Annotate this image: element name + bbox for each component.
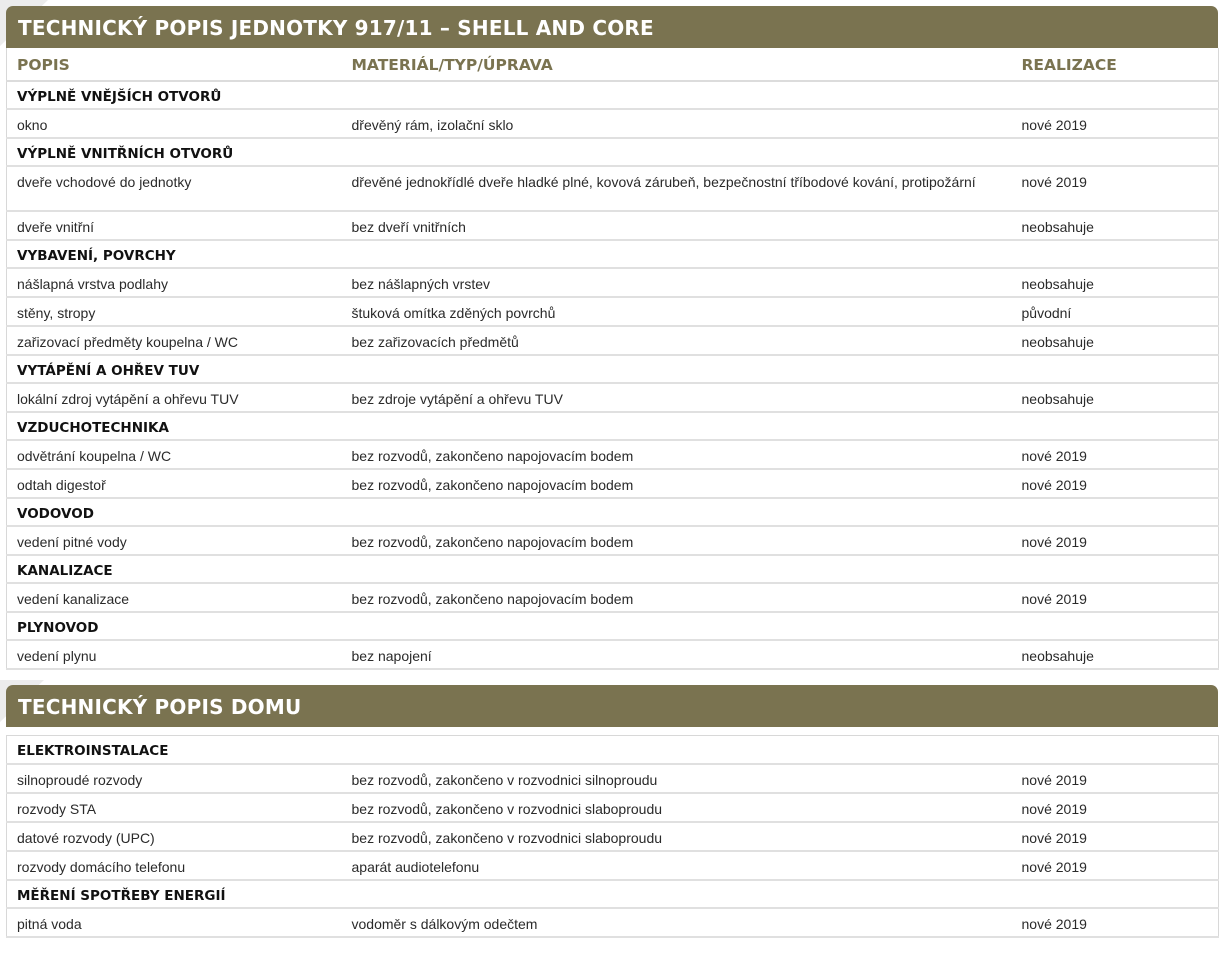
cell-realizace: neobsahuje	[1012, 211, 1219, 240]
cell-realizace: neobsahuje	[1012, 326, 1219, 355]
cell-popis: vedení kanalizace	[7, 583, 342, 612]
cell-material: vodoměr s dálkovým odečtem	[342, 908, 1012, 937]
table-row	[7, 440, 1219, 469]
category-row	[7, 355, 1219, 383]
category-row	[7, 555, 1219, 583]
unit-spec-table	[6, 48, 1219, 670]
table-row	[7, 526, 1219, 555]
category-label: KANALIZACE	[7, 555, 1219, 583]
category-label: PLYNOVOD	[7, 612, 1219, 640]
cell-realizace: nové 2019	[1012, 793, 1219, 822]
cell-material: bez napojení	[342, 640, 1012, 669]
table-row	[7, 908, 1219, 937]
cell-material: aparát audiotelefonu	[342, 851, 1012, 880]
cell-popis: lokální zdroj vytápění a ohřevu TUV	[7, 383, 342, 412]
unit-table-body	[7, 81, 1219, 669]
table-row	[7, 297, 1219, 326]
house-spec-table	[6, 735, 1219, 938]
column-header-material: MATERIÁL/TYP/ÚPRAVA	[342, 48, 1012, 81]
cell-popis: pitná voda	[7, 908, 342, 937]
cell-popis: datové rozvody (UPC)	[7, 822, 342, 851]
category-row	[7, 736, 1219, 764]
cell-material: bez rozvodů, zakončeno v rozvodnici slaboproudu	[342, 822, 1012, 851]
cell-material: bez rozvodů, zakončeno v rozvodnici silnoproudu	[342, 764, 1012, 793]
house-table-body	[7, 736, 1219, 937]
cell-popis: odvětrání koupelna / WC	[7, 440, 342, 469]
cell-material: bez zdroje vytápění a ohřevu TUV	[342, 383, 1012, 412]
table-column-header-row	[7, 48, 1219, 81]
category-label: VÝPLNĚ VNITŘNÍCH OTVORŮ	[7, 138, 1219, 166]
cell-realizace: nové 2019	[1012, 764, 1219, 793]
cell-realizace: nové 2019	[1012, 583, 1219, 612]
cell-realizace: nové 2019	[1012, 851, 1219, 880]
table-row	[7, 469, 1219, 498]
cell-material: bez rozvodů, zakončeno napojovacím bodem	[342, 440, 1012, 469]
category-row	[7, 880, 1219, 908]
cell-material: bez rozvodů, zakončeno napojovacím bodem	[342, 469, 1012, 498]
cell-realizace: nové 2019	[1012, 822, 1219, 851]
category-row	[7, 240, 1219, 268]
category-label: VYTÁPĚNÍ A OHŘEV TUV	[7, 355, 1219, 383]
table-row	[7, 326, 1219, 355]
cell-popis: zařizovací předměty koupelna / WC	[7, 326, 342, 355]
category-label: VYBAVENÍ, POVRCHY	[7, 240, 1219, 268]
cell-realizace: nové 2019	[1012, 166, 1219, 211]
table-row	[7, 383, 1219, 412]
category-label: VODOVOD	[7, 498, 1219, 526]
cell-realizace: nové 2019	[1012, 440, 1219, 469]
category-row	[7, 498, 1219, 526]
cell-realizace: neobsahuje	[1012, 640, 1219, 669]
table-row	[7, 764, 1219, 793]
table-row	[7, 851, 1219, 880]
cell-material: bez dveří vnitřních	[342, 211, 1012, 240]
cell-popis: dveře vchodové do jednotky	[7, 166, 342, 211]
cell-popis: vedení plynu	[7, 640, 342, 669]
category-label: MĚŘENÍ SPOTŘEBY ENERGIÍ	[7, 880, 1219, 908]
table-row	[7, 166, 1219, 211]
cell-material: dřevěné jednokřídlé dveře hladké plné, kovová zárubeň, bezpečnostní tříbodové kování, protipožární	[342, 166, 1012, 211]
category-row	[7, 81, 1219, 109]
cell-material: bez nášlapných vrstev	[342, 268, 1012, 297]
category-label: VÝPLNĚ VNĚJŠÍCH OTVORŮ	[7, 81, 1219, 109]
house-technical-section	[6, 685, 1218, 938]
table-row	[7, 109, 1219, 138]
cell-material: bez rozvodů, zakončeno v rozvodnici slaboproudu	[342, 793, 1012, 822]
category-label: ELEKTROINSTALACE	[7, 736, 1219, 764]
cell-material: bez zařizovacích předmětů	[342, 326, 1012, 355]
category-row	[7, 612, 1219, 640]
cell-realizace: původní	[1012, 297, 1219, 326]
category-label: VZDUCHOTECHNIKA	[7, 412, 1219, 440]
cell-material: bez rozvodů, zakončeno napojovacím bodem	[342, 526, 1012, 555]
table-row	[7, 583, 1219, 612]
cell-popis: odtah digestoř	[7, 469, 342, 498]
cell-popis: vedení pitné vody	[7, 526, 342, 555]
cell-popis: rozvody domácího telefonu	[7, 851, 342, 880]
house-section-title: TECHNICKÝ POPIS DOMU	[6, 685, 1218, 727]
cell-material: štuková omítka zděných povrchů	[342, 297, 1012, 326]
cell-realizace: neobsahuje	[1012, 268, 1219, 297]
category-row	[7, 138, 1219, 166]
cell-realizace: nové 2019	[1012, 469, 1219, 498]
unit-section-title: TECHNICKÝ POPIS JEDNOTKY 917/11 – SHELL AND CORE	[6, 6, 1218, 48]
cell-realizace: nové 2019	[1012, 109, 1219, 138]
cell-popis: rozvody STA	[7, 793, 342, 822]
cell-popis: dveře vnitřní	[7, 211, 342, 240]
column-header-realizace: REALIZACE	[1012, 48, 1219, 81]
unit-technical-section	[6, 6, 1218, 670]
cell-popis: okno	[7, 109, 342, 138]
cell-material: bez rozvodů, zakončeno napojovacím bodem	[342, 583, 1012, 612]
table-row	[7, 268, 1219, 297]
table-row	[7, 822, 1219, 851]
cell-popis: nášlapná vrstva podlahy	[7, 268, 342, 297]
cell-realizace: neobsahuje	[1012, 383, 1219, 412]
cell-popis: stěny, stropy	[7, 297, 342, 326]
category-row	[7, 412, 1219, 440]
cell-material: dřevěný rám, izolační sklo	[342, 109, 1012, 138]
cell-popis: silnoproudé rozvody	[7, 764, 342, 793]
table-row	[7, 211, 1219, 240]
table-row	[7, 640, 1219, 669]
column-header-popis: POPIS	[7, 48, 342, 81]
cell-realizace: nové 2019	[1012, 526, 1219, 555]
table-row	[7, 793, 1219, 822]
cell-realizace: nové 2019	[1012, 908, 1219, 937]
